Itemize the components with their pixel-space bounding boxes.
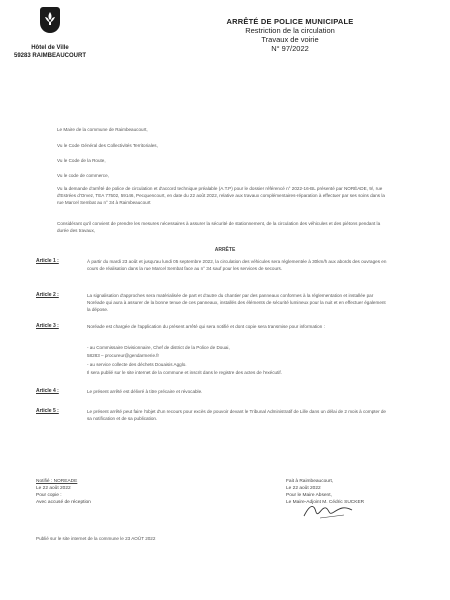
preamble-code-route: Vu le Code de la Route, <box>57 158 106 163</box>
preamble-code-commerce: Vu le code de commerce, <box>57 173 109 178</box>
decree-number: N° 97/2022 <box>271 44 309 53</box>
preamble-cgct: Vu le Code Général des Collectivités Territoriales, <box>57 143 158 148</box>
fleur-de-lis-icon <box>43 11 57 27</box>
town-postcode: 59283 RAIMBEAUCOURT <box>13 53 86 59</box>
signatory-name: Le Maire-Adjoint M. Cédric SUCKER <box>286 500 365 505</box>
article-3-publication: Il sera publié sur le site internet de la commune et inscrit dans le registre des actes de l'exécutif. <box>87 370 282 375</box>
article-5-text: Le présent arrêté peut faire l'objet d'un recours pour excès de pouvoir devant le Tribunal Administratif de Lille dans un délai de 2 mois à compter de sa notification et de sa publication. <box>87 409 386 421</box>
article-1-label: Article 1 : <box>36 258 59 264</box>
article-3-label: Article 3 : <box>36 323 59 329</box>
handwritten-signature <box>300 500 360 522</box>
article-3-recipient: - au service collecte des déchets Douaisis Agglo. <box>87 362 187 367</box>
article-4-label: Article 4 : <box>36 388 59 394</box>
preamble-considering: Considérant qu'il convient de prendre les mesures nécessaires à assurer la sécurité de stationnement, de la circulation des véhicules et des piétons pendant la durée des travaux, <box>57 221 381 233</box>
town-coat-of-arms-logo <box>40 7 60 33</box>
signatory-role: Pour le Maire Absent, <box>286 493 332 498</box>
article-2-text: La signalisation d'approches sera matérialisée de part et d'autre du chantier par des panneaux conformes à la réglementation et installée par Noréade qui aura à assurer de la bonne tenue de ces panneaux, installés des éléments de sécurité lumineux pour la nuit et en effectuer également la dépose. <box>87 293 386 312</box>
article-3-recipient: - au Commissaire Divisionnaire, Chef de district de la Police de Douai, <box>87 345 230 350</box>
signed-date: Le 22 août 2022 <box>286 486 321 491</box>
notification-date: Le 22 août 2022 <box>36 486 71 491</box>
notification-block <box>36 478 91 506</box>
decree-subject: Restriction de la circulation <box>245 26 335 35</box>
article-5-label: Article 5 : <box>36 408 59 414</box>
acknowledgement-label: Avec accusé de réception <box>36 500 91 505</box>
decree-title-block <box>225 17 355 53</box>
town-hall-address <box>10 44 90 60</box>
signed-place: Fait à Raimbeaucourt, <box>286 479 334 484</box>
notified-to: Notifié : NOREADE <box>36 479 78 484</box>
preamble-mayor: Le Maire de la commune de Raimbeaucourt, <box>57 127 148 132</box>
decree-title: ARRÊTÉ DE POLICE MUNICIPALE <box>226 17 354 26</box>
arrete-heading: ARRÊTE <box>214 247 236 253</box>
publication-footer: Publié sur le site internet de la commune le 23 AOÛT 2022 <box>36 536 156 541</box>
article-1-text: À partir du mardi 23 août et jusqu'au lundi 05 septembre 2022, la circulation des véhicules sera réglementée à 30km/h aux abords des ouvrages en cours de réalisation dans la rue Marcel Sembat face au n° 34 sauf pour les services de secours. <box>87 259 387 271</box>
article-3-recipient: 58283 – procureur@gendarmerie.fr <box>87 353 160 358</box>
copy-label: Pour copie : <box>36 493 62 498</box>
article-4-text: Le présent arrêté est délivré à titre précaire et révocable. <box>87 389 203 394</box>
town-hall-label: Hôtel de Ville <box>31 45 69 51</box>
decree-subtitle: Travaux de voirie <box>261 35 319 44</box>
article-3-text: Noréade est chargée de l'application du présent arrêté qui sera notifié et dont copie sera transmise pour information : <box>87 324 325 329</box>
preamble-request: Vu la demande d'arrêté de police de circulation et d'accord technique préalable (A.T.P) pour le dossier référencé n° 2022-16-BL présenté par NORÉADE, 9/, rue d'Estrées d'Orvez, TEA 77502, 59146, Pecquencourt, en date du 22 août 2022, relative aux travaux complémentaires-réparation à effectuer par ses soins dans la rue Marcel Sembat au n° 34 à Raimbeaucourt <box>57 186 385 205</box>
article-2-label: Article 2 : <box>36 292 59 298</box>
